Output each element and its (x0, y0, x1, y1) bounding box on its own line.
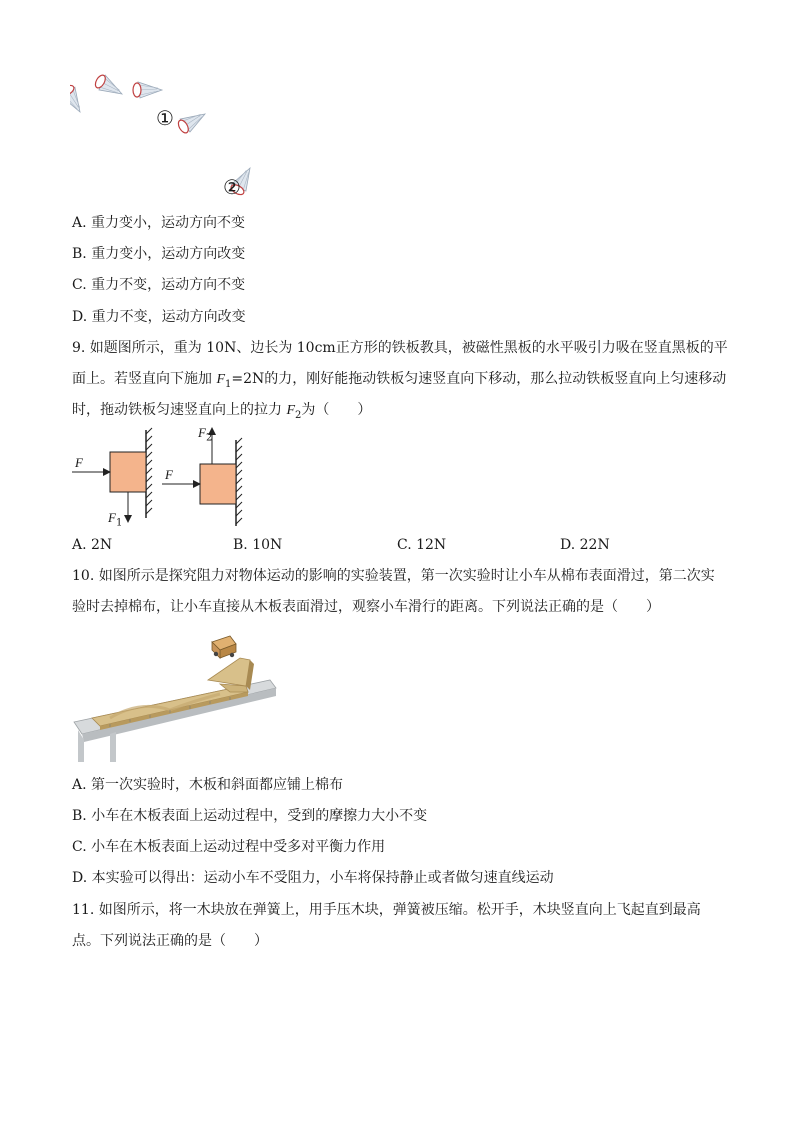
q9-stem-line1: 9. 如题图所示，重为 10N、边长为 10cm正方形的铁板教具，被磁性黑板的水平吸引力吸在竖直黑板的平 (72, 340, 728, 356)
figure-label-2: ② (223, 175, 241, 199)
q9-option-d[interactable]: D. 22N (560, 537, 610, 553)
q8-option-b[interactable]: B. 重力变小，运动方向改变 (72, 246, 246, 262)
diagram-left (72, 428, 152, 522)
q9-option-b[interactable]: B. 10N (233, 537, 283, 553)
shuttlecock-3 (133, 82, 162, 98)
q10-stem-line2: 验时去掉棉布，让小车直接从木板表面滑过，观察小车滑行的距离。下列说法正确的是（ ） (72, 599, 660, 615)
q9-option-a[interactable]: A. 2N (72, 537, 113, 553)
shuttlecock-trajectory-figure (70, 70, 290, 200)
q9-stem-line3: 时，拖动铁板匀速竖直向上的拉力 $F_2$为（ ） (72, 402, 372, 421)
q10-option-a[interactable]: A. 第一次实验时，木板和斜面都应铺上棉布 (72, 777, 344, 793)
label-F-right: F (165, 467, 173, 482)
iron-plate-right (200, 464, 236, 504)
shuttlecock-2 (93, 73, 126, 101)
q10-option-c[interactable]: C. 小车在木板表面上运动过程中受多对平衡力作用 (72, 839, 386, 855)
q8-option-d[interactable]: D. 重力不变，运动方向改变 (72, 309, 246, 325)
q8-option-c[interactable]: C. 重力不变，运动方向不变 (72, 277, 246, 293)
figure-label-1: ① (156, 106, 174, 130)
shuttlecock-1 (70, 83, 87, 116)
q9-stem-line2: 面上。若竖直向下施加 $F_1=2N$的力，刚好能拖动铁板匀速竖直向下移动，那么拉动铁板竖直向上匀速移动 (72, 371, 727, 390)
q10-stem-line1: 10. 如图所示是探究阻力对物体运动的影响的实验装置，第一次实验时让小车从棉布表面滑过，第二次实 (72, 568, 715, 584)
iron-plate-left (110, 452, 146, 492)
label-F-left: F (75, 455, 83, 470)
cart (212, 636, 236, 658)
q8-option-a[interactable]: A. 重力变小，运动方向不变 (72, 215, 246, 231)
q11-stem-line2: 点。下列说法正确的是（ ） (72, 933, 268, 949)
label-F2: $F_2$ (198, 425, 213, 444)
shuttlecock-4 (176, 107, 209, 135)
q10-option-b[interactable]: B. 小车在木板表面上运动过程中，受到的摩擦力大小不变 (72, 808, 428, 824)
q10-option-d[interactable]: D. 本实验可以得出：运动小车不受阻力，小车将保持静止或者做匀速直线运动 (72, 870, 554, 886)
q9-option-c[interactable]: C. 12N (397, 537, 447, 553)
friction-experiment-figure (70, 630, 280, 762)
q11-stem-line1: 11. 如图所示，将一木块放在弹簧上，用手压木块，弹簧被压缩。松开手，木块竖直向上飞起直到最高 (72, 902, 701, 918)
label-F1: $F_1$ (108, 510, 123, 529)
